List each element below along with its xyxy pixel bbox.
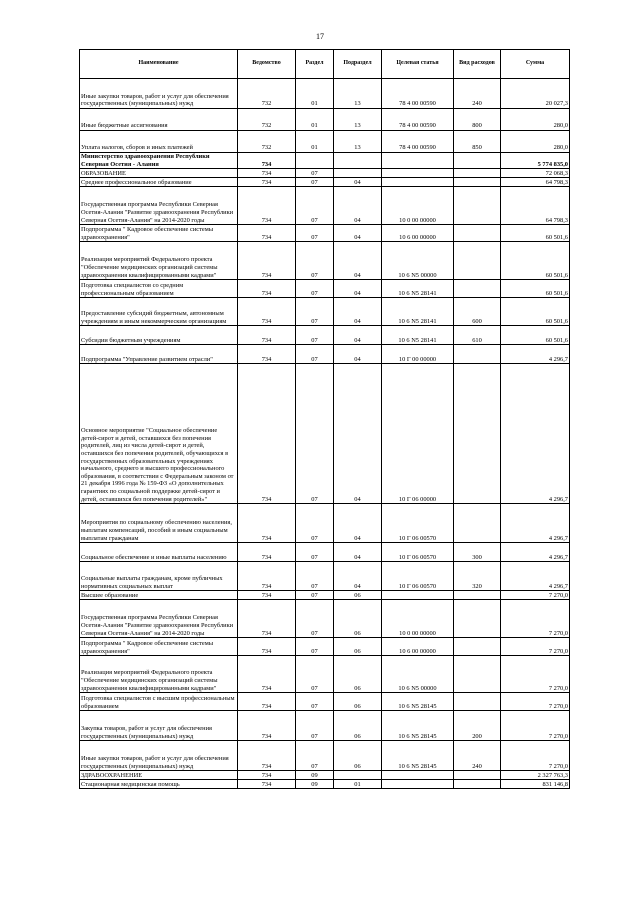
table-row (80, 711, 570, 741)
cell-section (296, 153, 334, 169)
cell-expense-type (454, 638, 501, 656)
cell-target-item: 10 Г 06 00570 (382, 562, 454, 591)
cell-target-item: 10 6 00 00000 (382, 638, 454, 656)
cell-name: Государственная программа Республики Северная Осетия-Алания "Развитие здравоохранения Республики Северная Осетия-Алания" на 2014-2020 годы (80, 600, 238, 638)
cell-name: Подготовка специалистов со средним профессиональным образованием (80, 280, 238, 298)
cell-expense-type (454, 153, 501, 169)
cell-sum: 2 327 763,3 (501, 771, 570, 780)
cell-department: 734 (238, 326, 296, 345)
cell-subsection: 04 (334, 326, 382, 345)
cell-department: 734 (238, 600, 296, 638)
cell-department: 734 (238, 656, 296, 693)
cell-section: 07 (296, 693, 334, 711)
cell-subsection (334, 771, 382, 780)
cell-expense-type: 320 (454, 562, 501, 591)
cell-subsection: 04 (334, 345, 382, 364)
cell-name: Закупка товаров, работ и услуг для обеспечения государственных (муниципальных) нужд (80, 711, 238, 741)
cell-name: Мероприятия по социальному обеспечению населения, выплатам компенсаций, пособий и иным социальным выплатам гражданам (80, 504, 238, 543)
cell-subsection: 04 (334, 543, 382, 562)
cell-subsection: 04 (334, 187, 382, 225)
cell-sum: 280,0 (501, 109, 570, 131)
table-row (80, 771, 570, 780)
cell-section: 07 (296, 242, 334, 280)
cell-expense-type: 300 (454, 543, 501, 562)
cell-target-item: 10 6 00 00000 (382, 225, 454, 242)
table-row (80, 187, 570, 225)
cell-target-item (382, 591, 454, 600)
cell-expense-type (454, 280, 501, 298)
cell-name: Предоставление субсидий бюджетным, автономным учреждениям и иным некоммерческим организациям (80, 298, 238, 326)
cell-department: 732 (238, 109, 296, 131)
cell-subsection: 13 (334, 109, 382, 131)
cell-name: Подпрограмма " Кадровое обеспечение системы здравоохранения" (80, 225, 238, 242)
cell-target-item: 10 Г 06 00000 (382, 364, 454, 504)
cell-target-item: 10 0 00 00000 (382, 187, 454, 225)
cell-section: 07 (296, 169, 334, 178)
cell-name: ОБРАЗОВАНИЕ (80, 169, 238, 178)
cell-expense-type (454, 771, 501, 780)
cell-department: 734 (238, 543, 296, 562)
cell-department: 732 (238, 131, 296, 153)
cell-section: 07 (296, 364, 334, 504)
cell-sum: 7 270,0 (501, 638, 570, 656)
cell-expense-type: 610 (454, 326, 501, 345)
cell-department: 734 (238, 693, 296, 711)
cell-subsection: 04 (334, 225, 382, 242)
cell-section: 07 (296, 741, 334, 771)
table-row (80, 600, 570, 638)
table-row (80, 326, 570, 345)
cell-sum: 4 296,7 (501, 364, 570, 504)
cell-name: ЗДРАВООХРАНЕНИЕ (80, 771, 238, 780)
table-row (80, 153, 570, 169)
cell-expense-type (454, 178, 501, 187)
cell-name: Государственная программа Республики Северная Осетия-Алания "Развитие здравоохранения Республики Северная Осетия-Алания" на 2014-2020 годы (80, 187, 238, 225)
cell-name: Иные закупки товаров, работ и услуг для обеспечения государственных (муниципальных) нужд (80, 79, 238, 109)
cell-section: 01 (296, 109, 334, 131)
cell-department: 734 (238, 153, 296, 169)
cell-target-item: 10 6 N5 00000 (382, 656, 454, 693)
cell-section: 07 (296, 178, 334, 187)
cell-expense-type (454, 591, 501, 600)
cell-subsection: 06 (334, 638, 382, 656)
header-department: Ведомство (238, 50, 296, 79)
cell-target-item: 10 6 N5 28145 (382, 711, 454, 741)
cell-target-item: 78 4 00 00590 (382, 109, 454, 131)
cell-expense-type (454, 780, 501, 789)
cell-department: 732 (238, 79, 296, 109)
table-row (80, 225, 570, 242)
cell-section: 07 (296, 591, 334, 600)
cell-name: Подпрограмма "Управление развитием отрасли" (80, 345, 238, 364)
cell-subsection: 06 (334, 693, 382, 711)
cell-sum: 280,0 (501, 131, 570, 153)
cell-target-item (382, 153, 454, 169)
cell-sum: 60 501,6 (501, 280, 570, 298)
cell-subsection: 01 (334, 780, 382, 789)
table-row (80, 109, 570, 131)
cell-expense-type: 240 (454, 741, 501, 771)
cell-target-item (382, 771, 454, 780)
table-row (80, 131, 570, 153)
cell-subsection: 04 (334, 298, 382, 326)
cell-subsection: 13 (334, 79, 382, 109)
cell-expense-type (454, 187, 501, 225)
cell-name: Стационарная медицинская помощь (80, 780, 238, 789)
table-row (80, 562, 570, 591)
cell-section: 07 (296, 280, 334, 298)
cell-department: 734 (238, 187, 296, 225)
cell-sum: 5 774 835,0 (501, 153, 570, 169)
cell-name: Реализация мероприятий Федерального проекта "Обеспечение медицинских организаций системы здравоохранения квалифицированными кадрами" (80, 242, 238, 280)
cell-sum: 831 146,8 (501, 780, 570, 789)
header-subsection: Подраздел (334, 50, 382, 79)
cell-subsection: 06 (334, 741, 382, 771)
header-target-item: Целевая статья (382, 50, 454, 79)
cell-sum: 4 296,7 (501, 562, 570, 591)
cell-name: Иные бюджетные ассигнования (80, 109, 238, 131)
cell-department: 734 (238, 225, 296, 242)
cell-sum: 4 296,7 (501, 504, 570, 543)
cell-department: 734 (238, 711, 296, 741)
cell-subsection: 04 (334, 280, 382, 298)
cell-expense-type: 240 (454, 79, 501, 109)
cell-section: 07 (296, 562, 334, 591)
cell-expense-type: 800 (454, 109, 501, 131)
cell-name: Социальные выплаты гражданам, кроме публичных нормативных социальных выплат (80, 562, 238, 591)
table-body (80, 79, 570, 789)
table-row (80, 504, 570, 543)
cell-department: 734 (238, 280, 296, 298)
cell-subsection: 04 (334, 178, 382, 187)
cell-section: 09 (296, 780, 334, 789)
cell-expense-type (454, 504, 501, 543)
cell-name: Субсидии бюджетным учреждениям (80, 326, 238, 345)
cell-expense-type (454, 242, 501, 280)
cell-subsection: 06 (334, 711, 382, 741)
cell-subsection: 04 (334, 504, 382, 543)
cell-target-item: 78 4 00 00590 (382, 79, 454, 109)
cell-target-item: 10 6 N5 28145 (382, 741, 454, 771)
cell-department: 734 (238, 242, 296, 280)
cell-sum: 7 270,0 (501, 591, 570, 600)
header-expense-type: Вид расходов (454, 50, 501, 79)
cell-department: 734 (238, 345, 296, 364)
cell-section: 01 (296, 131, 334, 153)
cell-subsection: 06 (334, 600, 382, 638)
table-row (80, 543, 570, 562)
cell-section: 07 (296, 600, 334, 638)
cell-sum: 60 501,6 (501, 298, 570, 326)
cell-sum: 60 501,6 (501, 326, 570, 345)
cell-target-item: 10 Г 06 00570 (382, 543, 454, 562)
cell-sum: 60 501,6 (501, 242, 570, 280)
cell-section: 07 (296, 711, 334, 741)
cell-department: 734 (238, 504, 296, 543)
cell-target-item: 10 6 N5 28141 (382, 326, 454, 345)
cell-sum: 7 270,0 (501, 711, 570, 741)
header-section: Раздел (296, 50, 334, 79)
table-row (80, 298, 570, 326)
cell-expense-type (454, 345, 501, 364)
cell-section: 09 (296, 771, 334, 780)
cell-section: 07 (296, 298, 334, 326)
cell-section: 07 (296, 225, 334, 242)
cell-target-item (382, 169, 454, 178)
cell-expense-type (454, 600, 501, 638)
cell-target-item: 78 4 00 00590 (382, 131, 454, 153)
page-number: 17 (316, 32, 324, 41)
cell-name: Министерство здравоохранения Республики Северная Осетия - Алания (80, 153, 238, 169)
cell-expense-type (454, 225, 501, 242)
cell-target-item: 10 6 N5 28141 (382, 280, 454, 298)
cell-subsection: 04 (334, 364, 382, 504)
cell-subsection: 06 (334, 656, 382, 693)
cell-section: 07 (296, 187, 334, 225)
cell-name: Подготовка специалистов с высшим профессиональным образованием (80, 693, 238, 711)
cell-section: 07 (296, 345, 334, 364)
cell-sum: 60 501,6 (501, 225, 570, 242)
cell-expense-type (454, 693, 501, 711)
cell-department: 734 (238, 562, 296, 591)
cell-sum: 7 270,0 (501, 693, 570, 711)
table-row (80, 364, 570, 504)
header-sum: Сумма (501, 50, 570, 79)
cell-name: Реализация мероприятий Федерального проекта "Обеспечение медицинских организаций системы здравоохранения квалифицированными кадрами" (80, 656, 238, 693)
cell-name: Иные закупки товаров, работ и услуг для обеспечения государственных (муниципальных) нужд (80, 741, 238, 771)
cell-section: 07 (296, 638, 334, 656)
table-row (80, 345, 570, 364)
cell-sum: 72 068,3 (501, 169, 570, 178)
cell-target-item (382, 178, 454, 187)
table-row (80, 79, 570, 109)
cell-section: 07 (296, 656, 334, 693)
cell-department: 734 (238, 298, 296, 326)
table-row (80, 242, 570, 280)
cell-name: Высшее образование (80, 591, 238, 600)
table-row (80, 780, 570, 789)
cell-expense-type: 600 (454, 298, 501, 326)
cell-sum: 20 027,3 (501, 79, 570, 109)
cell-target-item: 10 6 N5 28141 (382, 298, 454, 326)
cell-sum: 4 296,7 (501, 543, 570, 562)
cell-expense-type (454, 169, 501, 178)
cell-subsection: 04 (334, 562, 382, 591)
cell-department: 734 (238, 169, 296, 178)
cell-target-item: 10 Г 00 00000 (382, 345, 454, 364)
cell-sum: 64 798,3 (501, 178, 570, 187)
cell-section: 07 (296, 326, 334, 345)
budget-table (79, 49, 570, 789)
cell-department: 734 (238, 178, 296, 187)
table-row (80, 693, 570, 711)
cell-name: Подпрограмма " Кадровое обеспечение системы здравоохранения" (80, 638, 238, 656)
cell-section: 01 (296, 79, 334, 109)
cell-department: 734 (238, 741, 296, 771)
cell-subsection (334, 153, 382, 169)
cell-department: 734 (238, 591, 296, 600)
table-row (80, 169, 570, 178)
cell-subsection (334, 169, 382, 178)
cell-expense-type (454, 656, 501, 693)
table-row (80, 741, 570, 771)
cell-target-item (382, 780, 454, 789)
cell-name: Социальное обеспечение и иные выплаты населению (80, 543, 238, 562)
cell-sum: 4 296,7 (501, 345, 570, 364)
table-row (80, 178, 570, 187)
cell-target-item: 10 6 N5 28145 (382, 693, 454, 711)
cell-target-item: 10 6 N5 00000 (382, 242, 454, 280)
table-row (80, 656, 570, 693)
cell-department: 734 (238, 780, 296, 789)
cell-name: Среднее профессиональное образование (80, 178, 238, 187)
cell-subsection: 13 (334, 131, 382, 153)
cell-sum: 64 798,3 (501, 187, 570, 225)
cell-target-item: 10 Г 06 00570 (382, 504, 454, 543)
cell-department: 734 (238, 638, 296, 656)
cell-subsection: 06 (334, 591, 382, 600)
cell-expense-type (454, 364, 501, 504)
cell-sum: 7 270,0 (501, 741, 570, 771)
header-name: Наименование (80, 50, 238, 79)
cell-sum: 7 270,0 (501, 600, 570, 638)
table-row (80, 591, 570, 600)
cell-department: 734 (238, 364, 296, 504)
cell-section: 07 (296, 504, 334, 543)
table-row (80, 638, 570, 656)
cell-subsection: 04 (334, 242, 382, 280)
cell-department: 734 (238, 771, 296, 780)
cell-name: Основное мероприятие "Социальное обеспечение детей-сирот и детей, оставшихся без попечения родителей, лиц из числа детей-сирот и детей, оставшихся без попечения родителей, обучающихся в государственных образовательных учреждениях начального, среднего и высшего профессионального образования, в соответствии с Федеральным законом от 21 декабря 1996 года № 159-ФЗ «О дополнительных гарантиях по социальной поддержке детей-сирот и детей, оставшихся без попечения родителей»" (80, 364, 238, 504)
cell-expense-type: 850 (454, 131, 501, 153)
cell-target-item: 10 0 00 00000 (382, 600, 454, 638)
cell-sum: 7 270,0 (501, 656, 570, 693)
cell-expense-type: 200 (454, 711, 501, 741)
table-row (80, 280, 570, 298)
table-header-row (80, 50, 570, 79)
cell-section: 07 (296, 543, 334, 562)
cell-name: Уплата налогов, сборов и иных платежей (80, 131, 238, 153)
